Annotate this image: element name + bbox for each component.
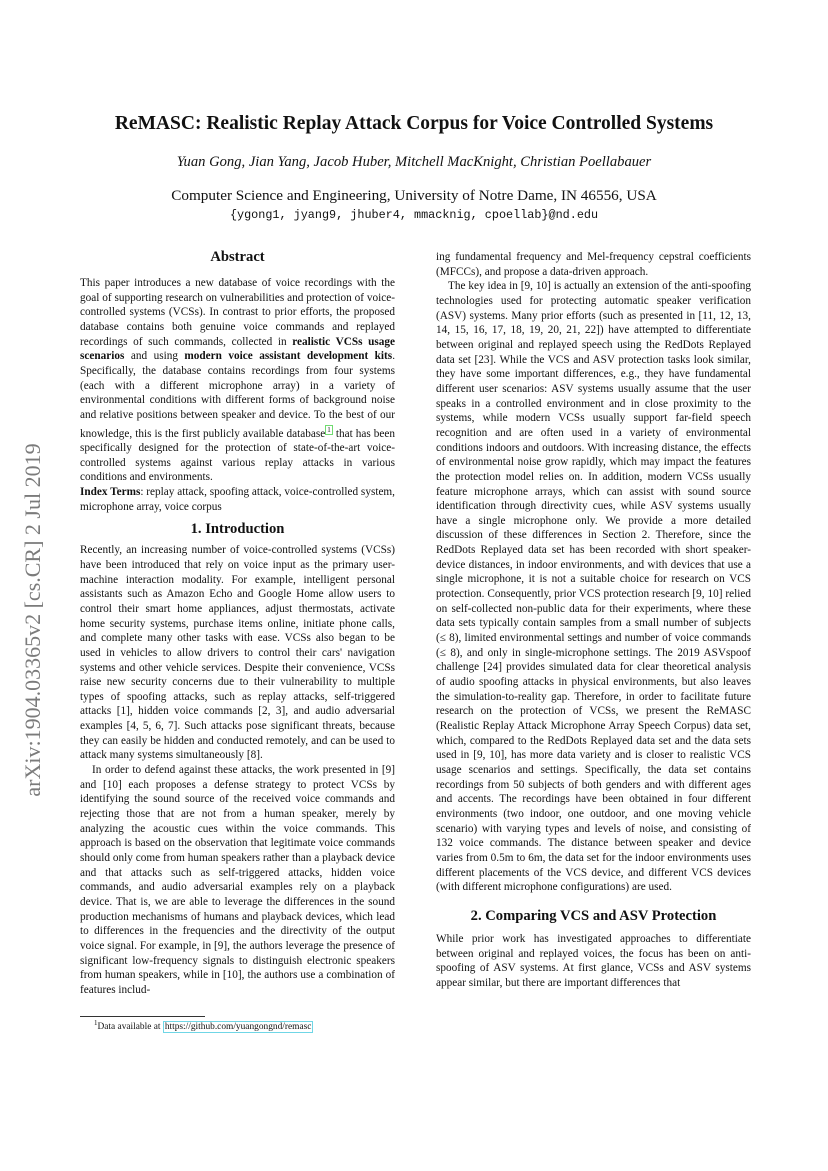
section-2-heading: 2. Comparing VCS and ASV Protection [470,907,717,924]
abstract-part: that has been specifically designed for the protection of state-of-the-art voice-controlled systems against various replay attacks in various conditions and environments. [80,427,396,484]
index-terms [80,485,395,514]
footnote-mark: 1 [94,1019,98,1027]
footnote [80,1019,395,1032]
arxiv-id: arXiv:1904.03365v2 [cs.CR] 2 Jul 2019 [20,443,45,797]
author-list: Yuan Gong, Jian Yang, Jacob Huber, Mitchell MacKnight, Christian Poellabauer [176,154,652,170]
affiliation: Computer Science and Engineering, University of Notre Dame, IN 46556, USA [171,187,657,204]
intro-paragraph-1: Recently, an increasing number of voice-controlled systems (VCSs) have been introduced that rely on voice input as the primary user-machine interaction modality. For example, intelligent personal assistants such as Amazon Echo and Google Home allow users to control their smart home appliances, adjust thermostats, activate home security systems, purchase items online, initiate phone calls, and complete many other tasks with ease. VCSs also began to be used in vehicles to allow drivers to control their cars' navigation systems and other vehicle services. Despite their convenience, VCSs raise new security concerns due to their vulnerability to multiple types of spoofing attacks, such as replay attacks, self-triggered attacks [1], hidden voice commands [2, 3], and audio adversarial examples [4, 5, 6, 7]. Such attacks pose significant threats, because they can easily be hidden and conducted remotely, and can be used to attack many systems simultaneously [8]. [80,544,395,762]
author-emails: {ygong1, jyang9, jhuber4, mmacknig, cpoellab}@nd.edu [229,208,599,222]
abstract-bold: realistic VCSs usage scenarios [80,335,395,363]
arxiv-side-label [18,380,48,860]
right-paragraph-1: ing fundamental frequency and Mel-frequency cepstral coefficients (MFCCs), and propose a data-driven approach. [436,251,751,278]
footnote-rule [80,1016,205,1017]
abstract-bold: modern voice assistant development kits [184,350,393,363]
abstract-part: This paper introduces a new database of voice recordings with the goal of supporting research on vulnerabilities and protection of voice-controlled systems (VCSs). In contrast to prior efforts, the proposed database contains both genuine voice commands and replayed recordings of such commands, collected in [80,277,395,348]
right-column [436,250,751,991]
abstract-part: and using [124,350,185,363]
abstract-heading: Abstract [210,249,265,265]
dataset-url-link[interactable]: https://github.com/yuangongnd/remasc [164,1022,312,1033]
abstract-part: . Specifically, the database contains recordings from four systems (each with a different microphone array) in a variety of environmental conditions with different forms of background noise and relative positions between speaker and device. To the best of our knowledge, this is the first publicly available database [80,350,395,440]
intro-heading: 1. Introduction [190,521,285,538]
abstract-text [80,276,395,485]
index-terms-label: Index Terms [80,485,141,498]
right-paragraph-2: The key idea in [9, 10] is actually an extension of the anti-spoofing technologies used for protecting automatic speaker verification (ASV) systems. Many prior efforts (such as presented in [11, 12, 13, 14, 15, 16, 17, 18, 19, 20, 21, 22]) have attempted to differentiate between original and replayed speech using the RedDots Replayed data set [23]. While the VCS and ASV protection tasks look similar, they have some important differences, e.g., they have fundamental different user scenarios: ASV systems usually assume that the user speaks in a controlled environment and in close proximity to the systems, while modern VCSs usually support far-field speech recognition and are often used in a variety of environmental conditions indoors and outdoors. With increasing distance, the effects of environmental noise grow rapidly, which may impact the features the protection model relies on. In addition, modern VCSs usually feature microphone arrays, which can assist with sound source identification through directivity cues, while ASV systems usually have a single microphone only. We provide a more detailed discussion of these differences in Section 2. Therefore, since the RedDots Replayed data set has been recorded with short speaker-device distances, in indoor environments, and with devices that use a single microphone, it is not a suitable choice for research on VCS protection. Consequently, prior VCS protection research [9, 10] relied on self-collected non-public data for their experiments, where these data sets typically contain samples from a small number of subjects (≤ 8), limited environmental settings and number of voice commands (≤ 8), and only in single-microphone settings. The 2019 ASVspoof challenge [24] provides simulated data for clear theoretical analysis of audio spoofing attacks in physical environments, but also leaves the simulation-to-reality gap. Therefore, in order to facilitate future research on the protection of VCSs, we present the ReMASC (Realistic Replay Attack Microphone Array Speech Corpus) data set, which, compared to the RedDots Replayed data set and the data sets used in [9, 10], has more data variety and is closer to realistic VCS usage scenarios and settings. Specifically, the data set contains recordings from 50 subjects of both genders and with different ages and accents. The recordings have been obtained in four different environments (two indoor, one outdoor, and one moving vehicle scenario) with varying types and levels of noise, and consisting of 132 voice commands. The distance between speaker and device varies from 0.5m to 6m, the data set for the indoor environments uses different placements of the VCS device, and different VCS devices (with different microphone configurations) are used. [436,280,751,894]
index-terms-text: : replay attack, spoofing attack, voice-controlled system, microphone array, voice corpus [80,485,395,513]
footnote-link[interactable]: 1 [327,425,331,434]
section-2-paragraph: While prior work has investigated approaches to differentiate between original and replayed voices, the focus has been on anti-spoofing of ASV systems. At first glance, VCSs and ASV systems appear similar, but there are important differences that [436,932,751,989]
footnote-text: Data available at [97,1022,163,1033]
left-column [80,276,395,998]
paper-title: ReMASC: Realistic Replay Attack Corpus for Voice Controlled Systems [114,113,714,134]
intro-paragraph-2: In order to defend against these attacks, the work presented in [9] and [10] each proposes a defense strategy to protect VCSs by identifying the sound source of the received voice commands and rejecting those that are not from a human speaker, merely by analyzing the acoustic cues within the voice commands. This approach is based on the observation that legitimate voice commands should only come from human speakers rather than a playback device and that attacks such as self-triggered attacks, hidden voice commands, and audio adversarial examples rely on a playback device. That is, we are able to leverage the differences in the sound production mechanisms of humans and playback devices, which lead to differences in the frequencies and the directivity of the output voice signal. For example, in [9], the authors leverage the presence of significant low-frequency signals to distinguish electronic speakers from human speakers, while in [10], the authors use a combination of features includ- [80,764,395,996]
